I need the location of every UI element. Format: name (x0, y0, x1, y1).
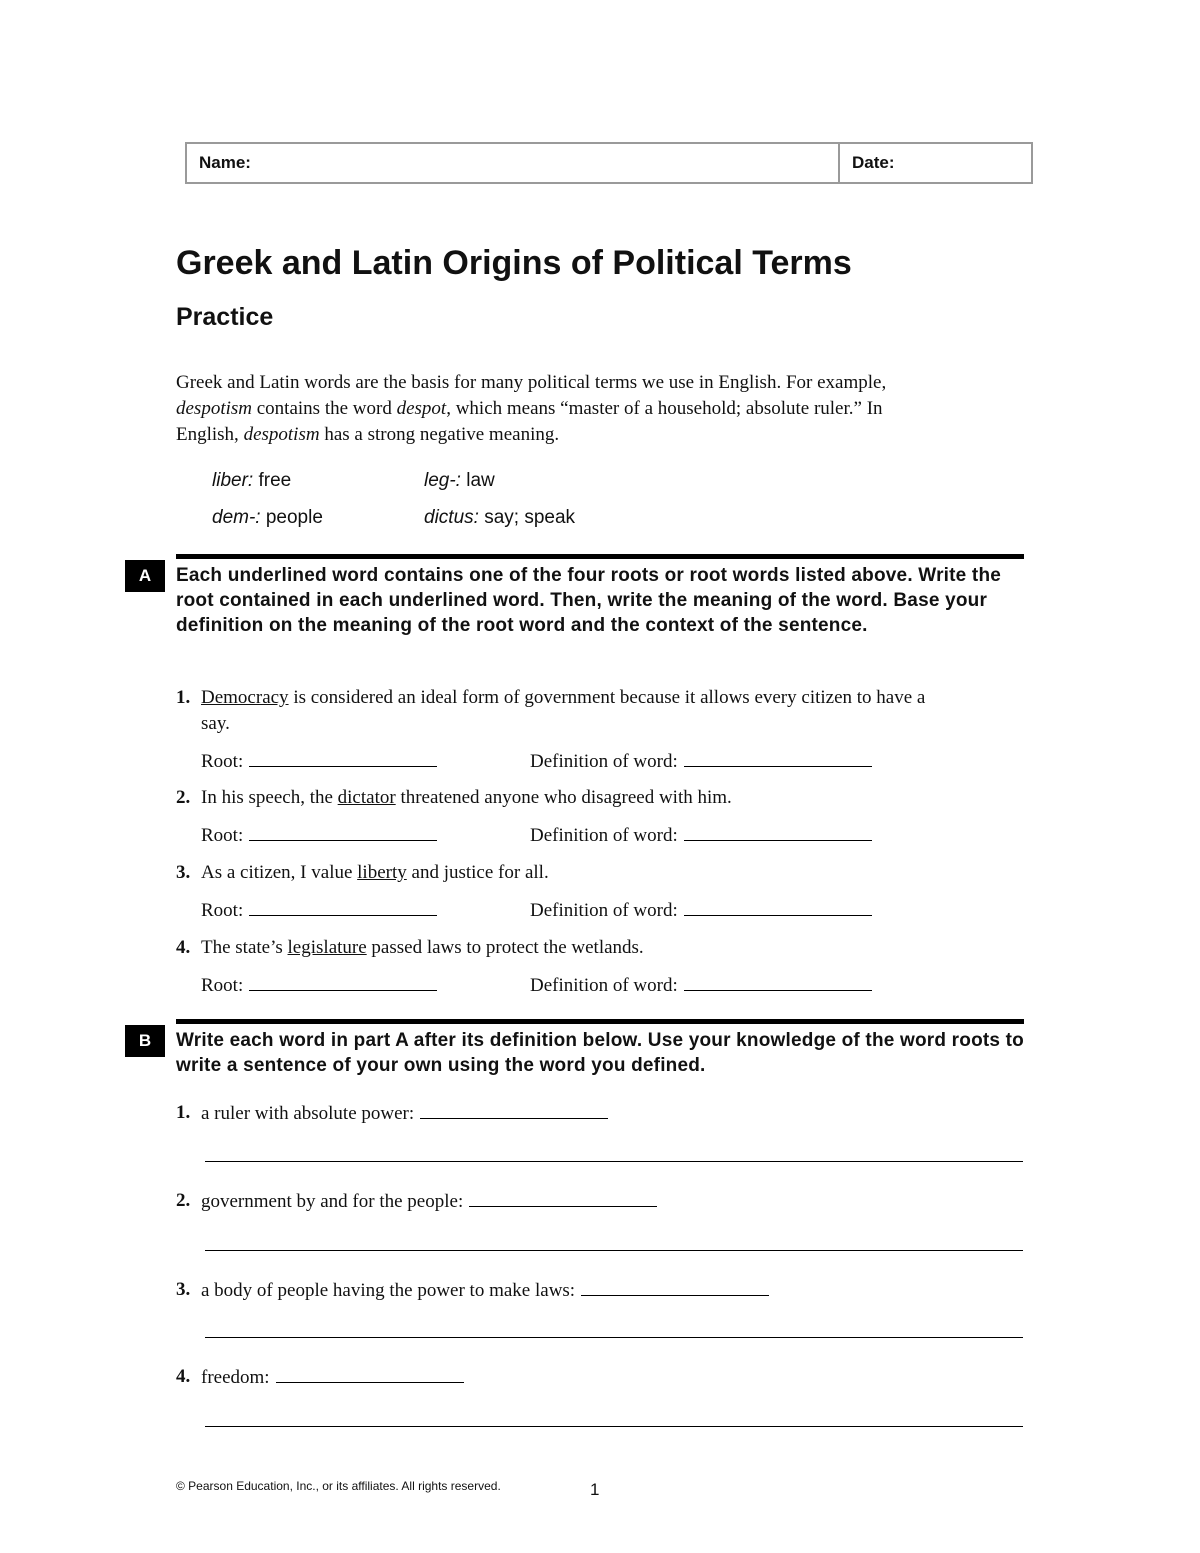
section-b-item: 1. a ruler with absolute power: (176, 1100, 936, 1127)
underlined-word: Democracy (201, 687, 289, 708)
section-b-divider (176, 1019, 1024, 1024)
intro-word-3: despotism (243, 424, 320, 445)
date-field[interactable] (840, 144, 1031, 182)
name-field[interactable] (187, 144, 840, 182)
page-title: Greek and Latin Origins of Political Terms (176, 244, 852, 282)
root-answer-blank[interactable] (249, 822, 437, 841)
answer-row: Root: Definition of word: (201, 972, 437, 999)
word-answer-blank[interactable] (469, 1188, 657, 1207)
sentence-answer-line[interactable] (205, 1161, 1023, 1162)
root-item: dem-: people (212, 507, 323, 528)
name-date-box (185, 142, 1033, 184)
section-a-item: 3. As a citizen, I value liberty and justice for all. (176, 862, 549, 883)
sentence-answer-line[interactable] (205, 1426, 1023, 1427)
date-label: Date: (852, 153, 895, 172)
definition-answer-blank[interactable] (684, 972, 872, 991)
underlined-word: legislature (287, 937, 367, 958)
intro-word-1: despotism (176, 398, 252, 419)
definition-answer-blank[interactable] (684, 748, 872, 767)
page-subtitle: Practice (176, 303, 274, 331)
section-a-badge: A (125, 560, 165, 592)
sentence-answer-line[interactable] (205, 1337, 1023, 1338)
section-a-item: 2. In his speech, the dictator threatened anyone who disagreed with him. (176, 787, 732, 808)
answer-row: Root: Definition of word: (201, 897, 437, 924)
root-item: leg-: law (424, 470, 495, 491)
root-answer-blank[interactable] (249, 748, 437, 767)
underlined-word: dictator (337, 787, 396, 808)
section-b-badge: B (125, 1025, 165, 1057)
sentence-answer-line[interactable] (205, 1250, 1023, 1251)
section-b-item: 3. a body of people having the power to make laws: (176, 1277, 936, 1304)
section-b-directions: Write each word in part A after its definition below. Use your knowledge of the word roots to write a sentence of your own using the word you defined. (176, 1030, 1024, 1076)
definition-answer-blank[interactable] (684, 897, 872, 916)
root-answer-blank[interactable] (249, 972, 437, 991)
word-answer-blank[interactable] (420, 1100, 608, 1119)
answer-row: Root: Definition of word: (201, 822, 437, 849)
section-b-item: 4. freedom: (176, 1364, 936, 1391)
intro-word-2: despot (396, 398, 447, 419)
page-number: 1 (590, 1480, 600, 1499)
section-a-item: 4. The state’s legislature passed laws to protect the wetlands. (176, 937, 644, 958)
word-answer-blank[interactable] (276, 1364, 464, 1383)
intro-paragraph: Greek and Latin words are the basis for many political terms we use in English. For example, despotism contains the word despot, which means “master of a household; absolute ruler.” In English, despotism has a strong negative meaning. (176, 372, 887, 445)
root-item: liber: free (212, 470, 292, 491)
root-item: dictus: say; speak (424, 507, 576, 528)
definition-answer-blank[interactable] (684, 822, 872, 841)
section-b-item: 2. government by and for the people: (176, 1188, 936, 1215)
name-label: Name: (199, 153, 251, 172)
section-a-item: 1. Democracy is considered an ideal form of government because it allows every citizen to have a say. (176, 687, 926, 734)
underlined-word: liberty (357, 862, 407, 883)
root-answer-blank[interactable] (249, 897, 437, 916)
section-a-divider (176, 554, 1024, 559)
section-a-directions: Each underlined word contains one of the four roots or root words listed above. Write the root contained in each underlined word. Then, write the meaning of the word. Base your definition on the meaning of the root word and the context of the sentence. (176, 565, 1002, 636)
answer-row: Root: Definition of word: (201, 748, 437, 775)
word-answer-blank[interactable] (581, 1277, 769, 1296)
copyright-footer: © Pearson Education, Inc., or its affiliates. All rights reserved. (176, 1479, 501, 1493)
